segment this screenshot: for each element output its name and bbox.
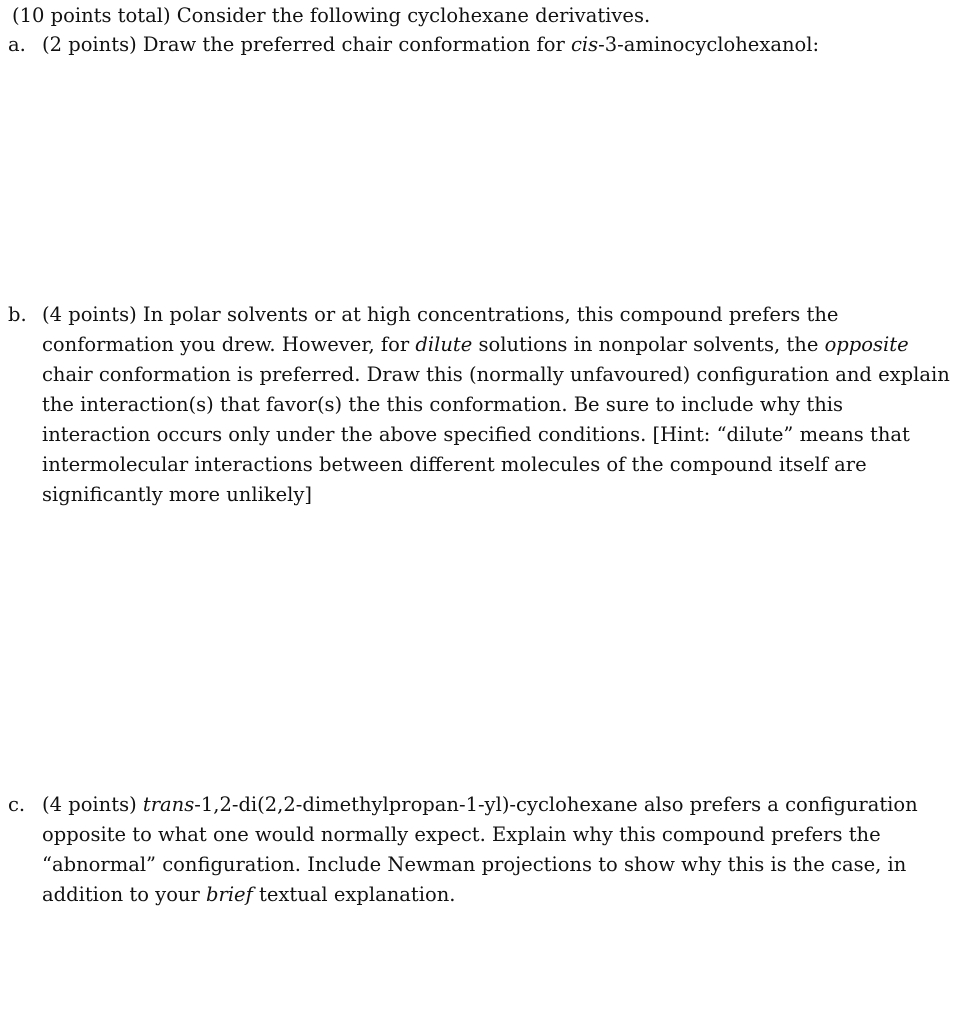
part-a (8, 30, 953, 60)
part-c-text (42, 790, 953, 910)
part-b-marker: b. (8, 303, 27, 326)
part-b-text-2: solutions in nonpolar solvents, the (472, 333, 825, 356)
part-a-text-2: -3-aminocyclohexanol: (598, 33, 820, 56)
part-c-text-1: (4 points) (42, 793, 143, 816)
part-c-text-3: textual explanation. (252, 883, 456, 906)
part-b (8, 300, 953, 510)
part-c-emphasis-trans: trans (142, 793, 195, 816)
part-b-emphasis-dilute: dilute (415, 333, 473, 356)
question-header: (10 points total) Consider the following cyclohexane derivatives. (12, 4, 651, 27)
part-a-text (42, 30, 953, 60)
part-c-marker: c. (8, 793, 26, 816)
part-c-text-2: -1,2-di(2,2-dimethylpropan-1-yl)-cyclohexane also prefers a configuration opposite to what one would normally expect. Explain why this compound prefers the “abnormal” configuration. Include Newman projections to show why this is the case, in addition to your (42, 793, 918, 906)
part-c (8, 790, 953, 910)
part-b-emphasis-opposite: opposite (824, 333, 909, 356)
part-a-marker: a. (8, 33, 26, 56)
part-a-text-1: (2 points) Draw the preferred chair conformation for (42, 33, 571, 56)
part-c-emphasis-brief: brief (206, 883, 253, 906)
part-b-text (42, 300, 953, 510)
part-b-text-1: (4 points) In polar solvents or at high concentrations, this compound prefers the conformation you drew. However, for (42, 303, 839, 356)
part-b-text-3: chair conformation is preferred. Draw this (normally unfavoured) configuration and explain the interaction(s) that favor(s) the this conformation. Be sure to include why this interaction occurs only under the above specified conditions. [Hint: “dilute” means that intermolecular interactions between different molecules of the compound itself are significantly more unlikely] (42, 363, 950, 506)
part-a-emphasis-cis: cis (570, 33, 599, 56)
